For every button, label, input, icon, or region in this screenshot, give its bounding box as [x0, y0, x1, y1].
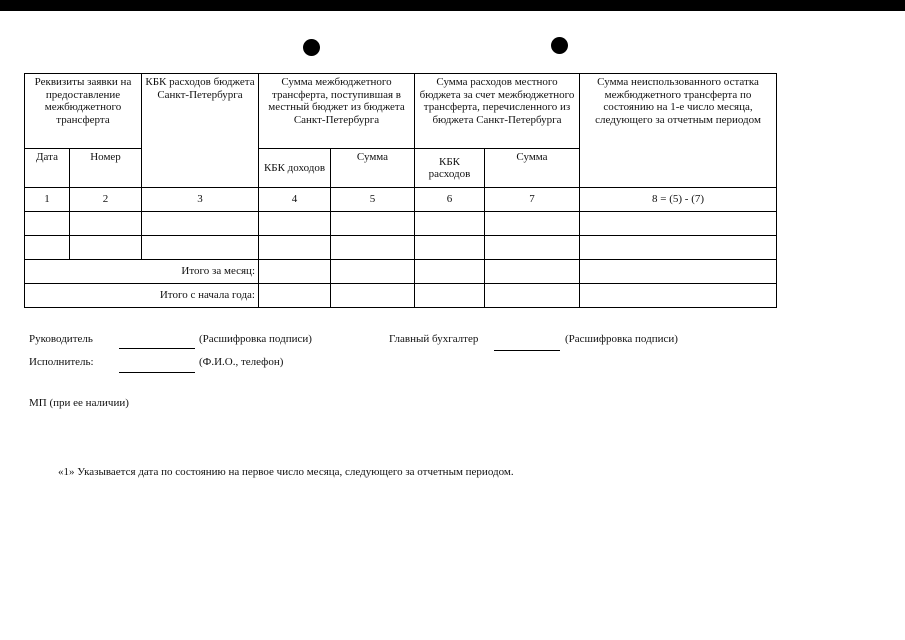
- table-cell: [331, 260, 415, 284]
- table-cell: [415, 212, 485, 236]
- accountant-decode: (Расшифровка подписи): [565, 333, 678, 345]
- table-cell: [25, 212, 70, 236]
- table-cell: [142, 236, 259, 260]
- executor-signature-line: [119, 372, 195, 373]
- table-cell: [485, 236, 580, 260]
- table-cell: [580, 284, 777, 308]
- executor-label: Исполнитель:: [29, 356, 94, 368]
- subheader-kbk-income: КБК доходов: [259, 149, 331, 188]
- accountant-label: Главный бухгалтер: [389, 333, 479, 345]
- table-cell: [259, 212, 331, 236]
- table-row: [25, 236, 777, 260]
- table-cell: [485, 284, 580, 308]
- subheader-sum-income: Сумма: [331, 149, 415, 188]
- table-cell: [331, 236, 415, 260]
- total-year-row: [25, 284, 777, 308]
- table-cell: [580, 212, 777, 236]
- executor-decode: (Ф.И.О., телефон): [199, 356, 284, 368]
- table-cell: [331, 212, 415, 236]
- table-cell: [485, 212, 580, 236]
- table-cell: [70, 236, 142, 260]
- subheader-sum-expense: Сумма: [485, 149, 580, 188]
- stamp-label: МП (при ее наличии): [29, 397, 129, 409]
- header-local-expenses: Сумма расходов местного бюджета за счет межбюджетного трансферта, перечисленного из бюджета Санкт-Петербурга: [415, 74, 580, 149]
- table-cell: [25, 236, 70, 260]
- column-number: 5: [331, 188, 415, 212]
- punch-hole-mark: [303, 39, 320, 56]
- column-number: 2: [70, 188, 142, 212]
- total-month-label: Итого за месяц:: [25, 260, 259, 284]
- column-number: 3: [142, 188, 259, 212]
- table-cell: [259, 260, 331, 284]
- report-table: [24, 73, 777, 308]
- header-request-details: Реквизиты заявки на предоставление межбюджетного трансферта: [25, 74, 142, 149]
- column-number: 4: [259, 188, 331, 212]
- table-cell: [580, 260, 777, 284]
- column-number: 6: [415, 188, 485, 212]
- header-kbk-spb: КБК расходов бюджета Санкт-Петербурга: [142, 74, 259, 188]
- header-unused-balance: Сумма неиспользованного остатка межбюджетного трансферта по состоянию на 1-е число месяца, следующего за отчетным периодом: [580, 74, 777, 188]
- subheader-number: Номер: [70, 149, 142, 188]
- column-number: 8 = (5) - (7): [580, 188, 777, 212]
- total-month-row: [25, 260, 777, 284]
- table-cell: [580, 236, 777, 260]
- table-cell: [415, 236, 485, 260]
- subheader-kbk-expense: КБК расходов: [415, 149, 485, 188]
- table-header-row: [25, 74, 777, 149]
- column-numbers-row: [25, 188, 777, 212]
- table-cell: [70, 212, 142, 236]
- footnote: «1» Указывается дата по состоянию на первое число месяца, следующего за отчетным периодом.: [58, 466, 514, 478]
- table-cell: [142, 212, 259, 236]
- table-cell: [485, 260, 580, 284]
- table-row: [25, 212, 777, 236]
- table-cell: [259, 284, 331, 308]
- column-number: 1: [25, 188, 70, 212]
- top-border-bar: [0, 0, 905, 11]
- head-label: Руководитель: [29, 333, 93, 345]
- table-cell: [259, 236, 331, 260]
- column-number: 7: [485, 188, 580, 212]
- punch-hole-mark: [551, 37, 568, 54]
- table-cell: [415, 284, 485, 308]
- table-cell: [331, 284, 415, 308]
- head-signature-line: [119, 348, 195, 349]
- accountant-signature-line: [494, 350, 560, 351]
- head-decode: (Расшифровка подписи): [199, 333, 312, 345]
- table-cell: [415, 260, 485, 284]
- header-transfer-received: Сумма межбюджетного трансферта, поступившая в местный бюджет из бюджета Санкт-Петербурга: [259, 74, 415, 149]
- total-year-label: Итого с начала года:: [25, 284, 259, 308]
- subheader-date: Дата: [25, 149, 70, 188]
